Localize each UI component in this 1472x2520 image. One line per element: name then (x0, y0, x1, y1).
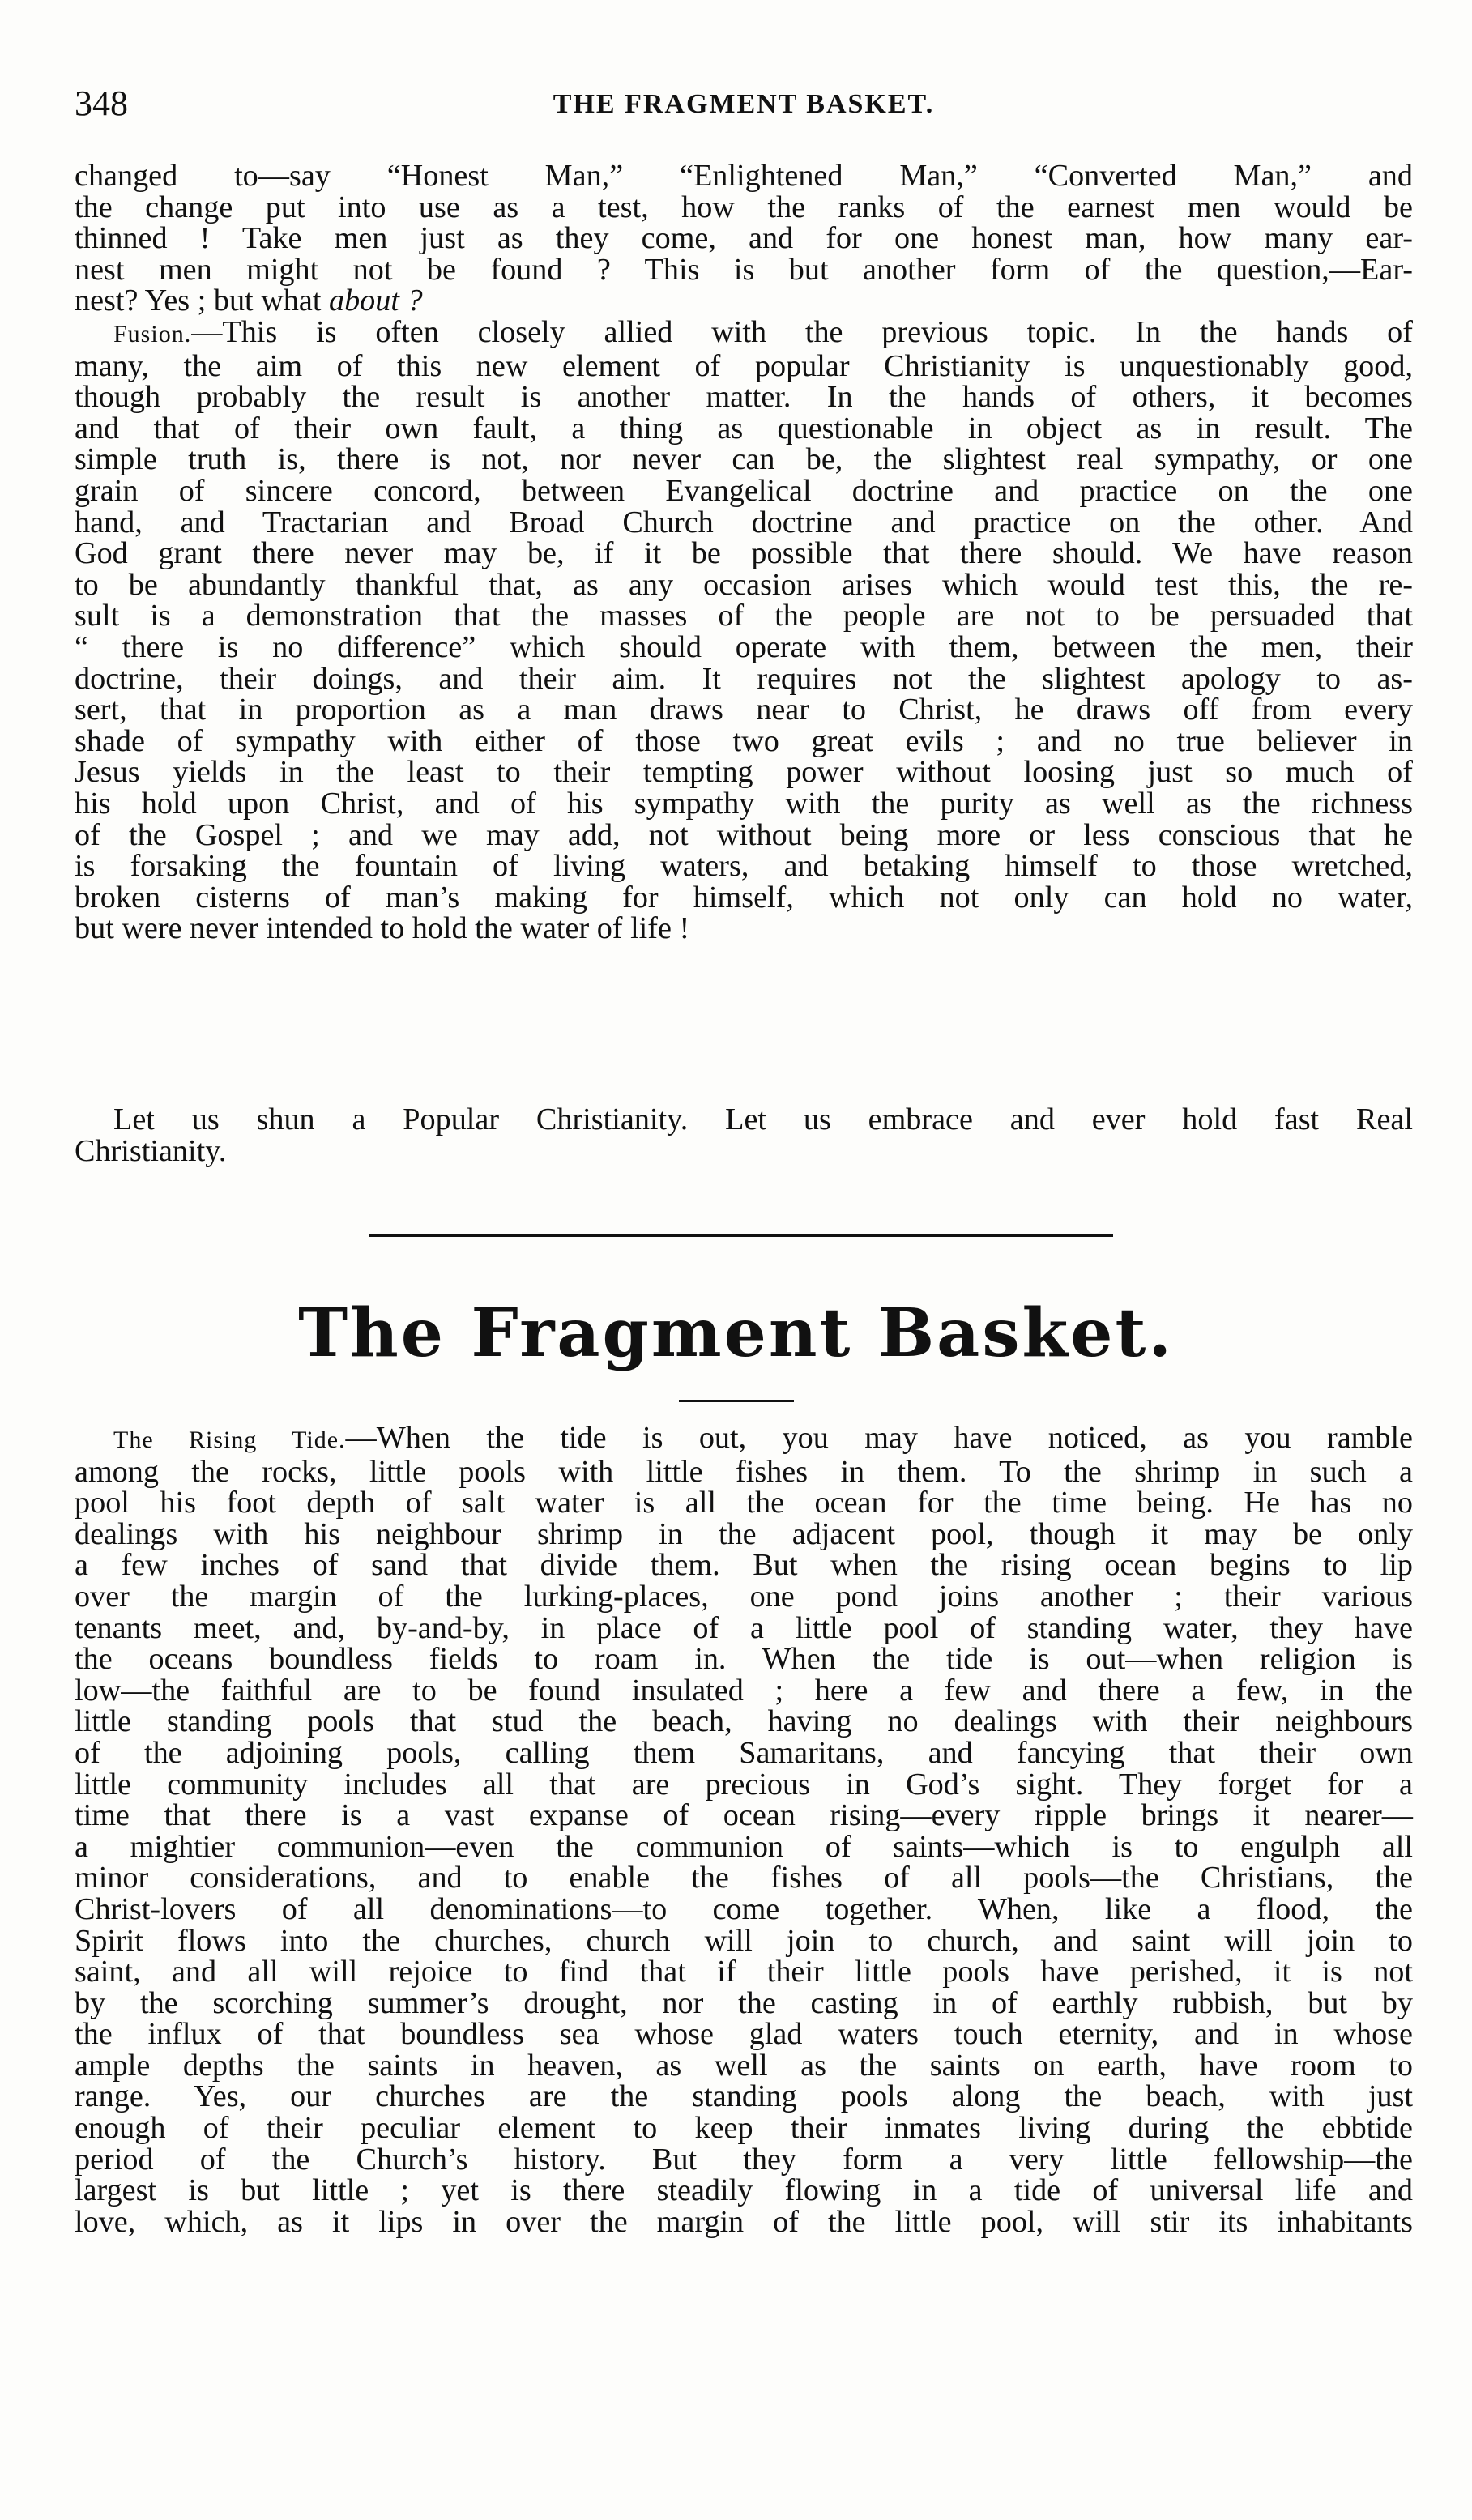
text-line: Spirit flows into the churches, church will join to church, and saint will join to (75, 1923, 1413, 1958)
text-line: low—the faithful are to be found insulated ; here a few and there a few, in the (75, 1673, 1413, 1708)
fusion-lead: Fusion. (113, 321, 192, 348)
text-line: simple truth is, there is not, nor never can be, the slightest real sympathy, or one (75, 442, 1413, 477)
text-line: pool his foot depth of salt water is all the ocean for the time being. He has no (75, 1486, 1413, 1520)
text-line: nest men might not be found ? This is but another form of the question,—Ear- (75, 252, 1413, 287)
text-line: God grant there never may be, if it be possible that there should. We have reason (75, 536, 1413, 571)
text-line: Let us shun a Popular Christianity. Let us embrace and ever hold fast Real (113, 1102, 1413, 1136)
text-line: Jesus yields in the least to their tempting power without loosing just so much of (75, 755, 1413, 790)
text-line: his hold upon Christ, and of his sympathy with the purity as well as the richness (75, 786, 1413, 821)
text-line: range. Yes, our churches are the standing pools along the beach, with just (75, 2079, 1413, 2114)
text-line: doctrine, their doings, and their aim. It requires not the slightest apology to as- (75, 661, 1413, 696)
text-line: thinned ! Take men just as they come, and for one honest man, how many ear- (75, 221, 1413, 256)
emphasis-about: about ? (328, 284, 423, 318)
continued-paragraph (75, 160, 1413, 317)
text-line: largest is but little ; yet is there steadily flowing in a tide of universal life and (75, 2173, 1413, 2208)
text-line: “ there is no difference” which should operate with them, between the men, their (75, 629, 1413, 664)
text-line: to be abundantly thankful that, as any occasion arises which would test this, the re- (75, 567, 1413, 602)
text-line: dealings with his neighbour shrimp in the adjacent pool, though it may be only (75, 1516, 1413, 1551)
text-line: among the rocks, little pools with little fishes in them. To the shrimp in such a (75, 1454, 1413, 1489)
text-line: grain of sincere concord, between Evangelical doctrine and practice on the one (75, 473, 1413, 508)
text-line: sult is a demonstration that the masses of the people are not to be persuaded that (75, 599, 1413, 633)
text-line: a few inches of sand that divide them. But when the rising ocean begins to lip (75, 1548, 1413, 1583)
text-line: little community includes all that are precious in God’s sight. They forget for a (75, 1767, 1413, 1802)
running-head (75, 83, 1413, 131)
text-line: over the margin of the lurking-places, one pond joins another ; their various (75, 1579, 1413, 1614)
text-fragment: nest? Yes ; but what (75, 284, 329, 318)
text-line: Christ-lovers of all denominations—to come together. When, like a flood, the (75, 1891, 1413, 1926)
section-divider (369, 1234, 1113, 1237)
text-line: and that of their own fault, a thing as questionable in object as in result. The (75, 411, 1413, 446)
page-number: 348 (75, 83, 128, 123)
text-line (75, 317, 1413, 351)
text-line: period of the Church’s history. But they form a very little fellowship—the (75, 2142, 1413, 2177)
text-line: though probably the result is another matter. In the hands of others, it becomes (75, 380, 1413, 415)
text-line: the change put into use as a test, how the ranks of the earnest men would be (75, 190, 1413, 224)
text-fragment: —This is often closely allied with the previous topic. In the hands of (191, 315, 1413, 349)
text-line: of the Gospel ; and we may add, not without being more or less conscious that he (75, 817, 1413, 852)
text-line: minor considerations, and to enable the fishes of all pools—the Christians, the (75, 1861, 1413, 1895)
text-line: tenants meet, and, by-and-by, in place of a little pool of standing water, they have (75, 1610, 1413, 1645)
text-line: broken cisterns of man’s making for himself, which not only can hold no water, (75, 880, 1413, 915)
section-title: The Fragment Basket. (298, 1294, 1174, 1372)
text-line: changed to—say “Honest Man,” “Enlightened Man,” “Converted Man,” and (75, 159, 1413, 193)
text-line: sert, that in proportion as a man draws near to Christ, he draws off from every (75, 693, 1413, 727)
text-line: a mightier communion—even the communion of saints—which is to engulph all (75, 1829, 1413, 1864)
text-line: Christianity. (75, 1133, 227, 1168)
rising-tide-lead: The Rising Tide. (113, 1426, 346, 1453)
title-underline (679, 1400, 794, 1402)
text-line: saint, and all will rejoice to find that if their little pools have perished, it is not (75, 1955, 1413, 1989)
text-line: time that there is a vast expanse of ocean rising—every ripple brings it nearer— (75, 1798, 1413, 1833)
closing-paragraph (75, 1104, 1413, 1166)
text-line: ample depths the saints in heaven, as well as the saints on earth, have room to (75, 2048, 1413, 2083)
rising-tide-paragraph (75, 1422, 1413, 2237)
text-line: the influx of that boundless sea whose glad waters touch eternity, and in whose (75, 2017, 1413, 2052)
running-title: THE FRAGMENT BASKET. (553, 89, 935, 119)
text-fragment: —When the tide is out, you may have noticed, as you ramble (345, 1421, 1413, 1455)
fusion-paragraph (75, 317, 1413, 944)
text-line: the oceans boundless fields to roam in. When the tide is out—when religion is (75, 1642, 1413, 1677)
text-line: love, which, as it lips in over the margin of the little pool, will stir its inhabitants (75, 2204, 1413, 2239)
text-line: of the adjoining pools, calling them Samaritans, and fancying that their own (75, 1735, 1413, 1770)
text-line: little standing pools that stud the beach, having no dealings with their neighbours (75, 1704, 1413, 1739)
text-line: enough of their peculiar element to keep their inmates living during the ebbtide (75, 2111, 1413, 2146)
text-line (75, 1422, 1413, 1456)
text-line: is forsaking the fountain of living waters, and betaking himself to those wretched, (75, 849, 1413, 884)
text-line (75, 285, 1413, 317)
text-line: hand, and Tractarian and Broad Church doctrine and practice on the other. And (75, 505, 1413, 539)
text-line: by the scorching summer’s drought, nor the casting in of earthly rubbish, but by (75, 1985, 1413, 2020)
text-line: but were never intended to hold the water of life ! (75, 911, 690, 946)
text-line: many, the aim of this new element of popular Christianity is unquestionably good, (75, 348, 1413, 383)
text-line: shade of sympathy with either of those two great evils ; and no true believer in (75, 723, 1413, 758)
